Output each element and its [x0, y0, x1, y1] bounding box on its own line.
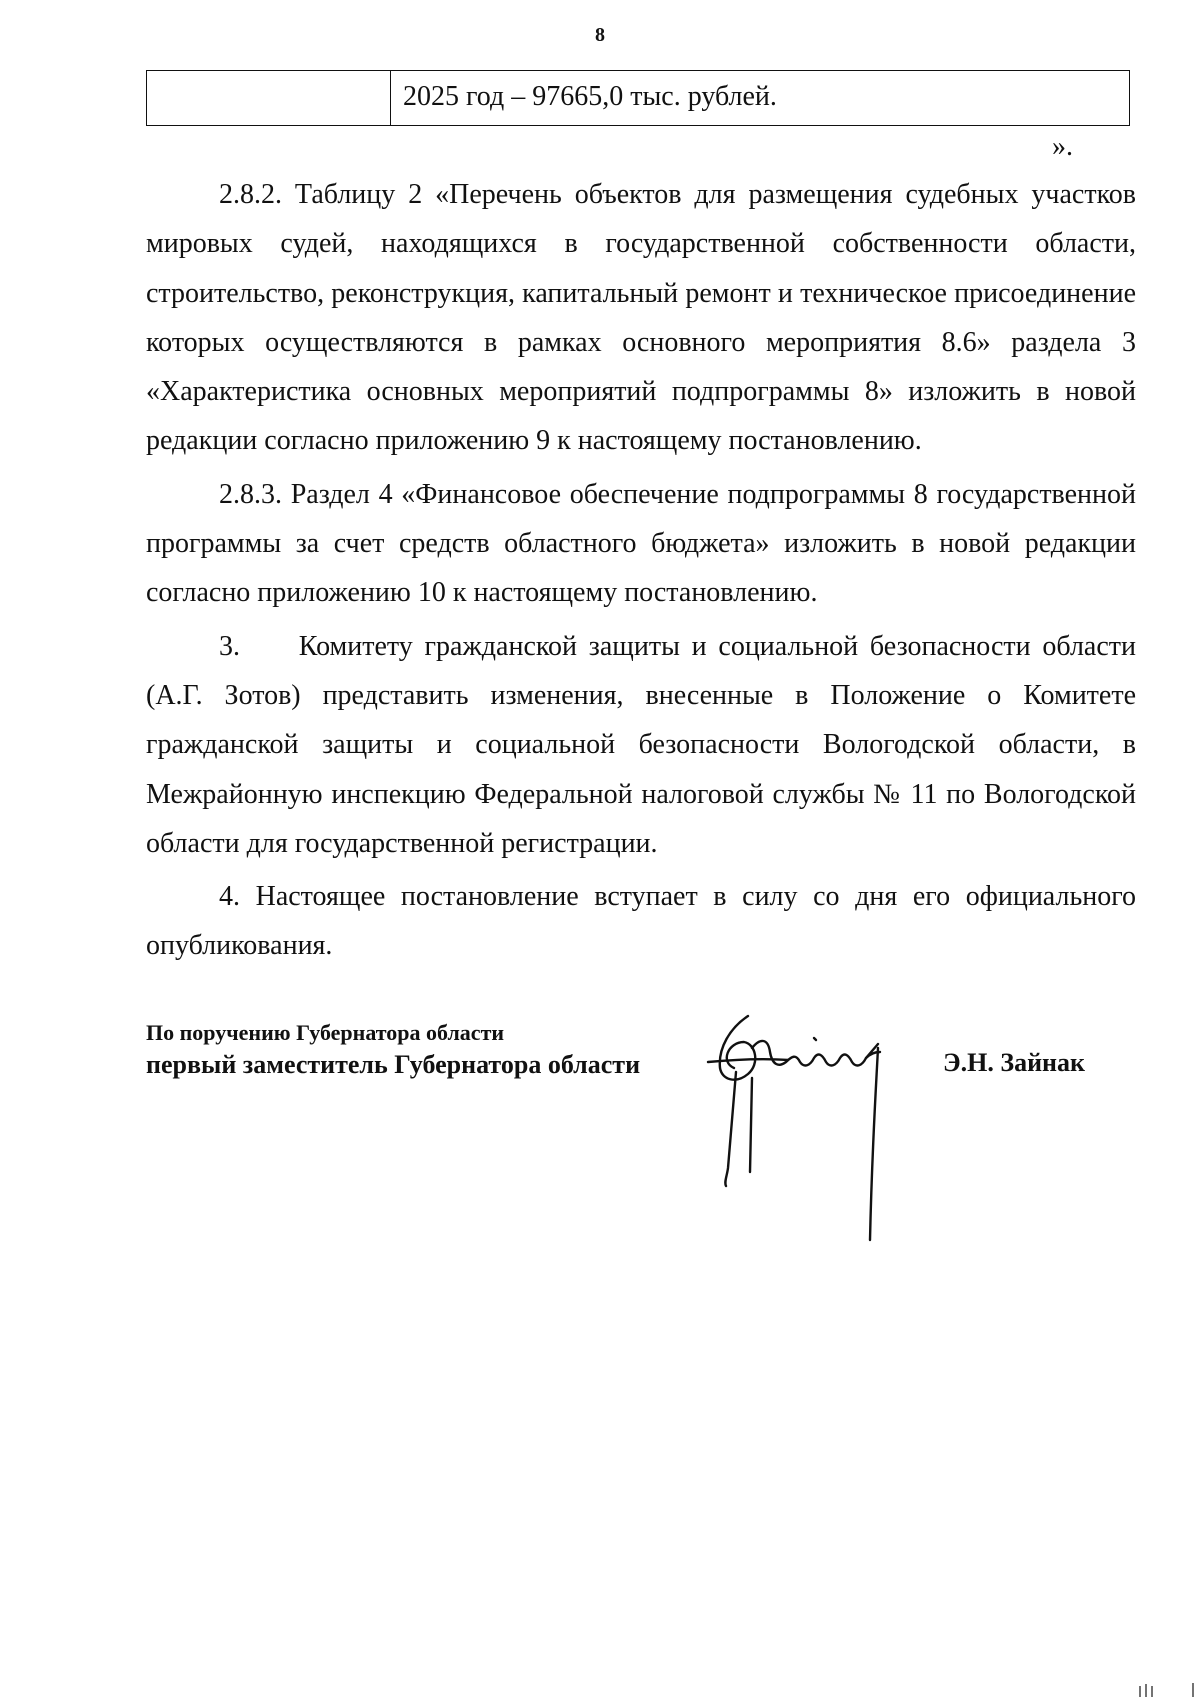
- scan-edge-marks: [1130, 1682, 1200, 1697]
- paragraph-4: 4. Настоящее постановление вступает в силу со дня его официального опубликования.: [146, 881, 1136, 962]
- paragraph-3: 3. Комитету гражданской защиты и социальной безопасности области (А.Г. Зотов) представить изменения, внесенные в Положение о Комитете гражданской защиты и социальной безопасности Вологодской области, в Межрайонную инспекцию Федеральной налоговой службы № 11 по Вологодской области для государственной регистрации.: [146, 630, 1143, 859]
- page-number: 8: [595, 24, 605, 46]
- handwritten-signature: [700, 1008, 940, 1248]
- paragraph-2-8-3: 2.8.3. Раздел 4 «Финансовое обеспечение подпрограммы 8 государственной программы за счет средств областного бюджета» изложить в новой редакции согласно приложению 10 к настоящему постановлению.: [146, 478, 1136, 609]
- table-cell-funding: 2025 год – 97665,0 тыс. рублей.: [403, 81, 777, 112]
- signatory-name: Э.Н. Зайнак: [943, 1048, 1086, 1077]
- table-fragment: [146, 70, 1130, 126]
- document-body: [146, 170, 1143, 975]
- signature-block: [146, 1018, 640, 1082]
- paragraph-2-8-2: 2.8.2. Таблицу 2 «Перечень объектов для размещения судебных участков мировых судей, находящихся в государственной собственности области, строительство, реконструкция, капитальный ремонт и техническое присоединение которых осуществляются в рамках основного мероприятия 8.6» раздела 3 «Характеристика основных мероприятий подпрограммы 8» изложить в новой редакции согласно приложению 9 к настоящему постановлению.: [146, 179, 1136, 457]
- signature-authority-line: По поручению Губернатора области: [146, 1020, 505, 1045]
- closing-quote: ».: [1052, 131, 1073, 162]
- table-cell-empty: [147, 71, 391, 125]
- signature-position-line: первый заместитель Губернатора области: [146, 1050, 641, 1079]
